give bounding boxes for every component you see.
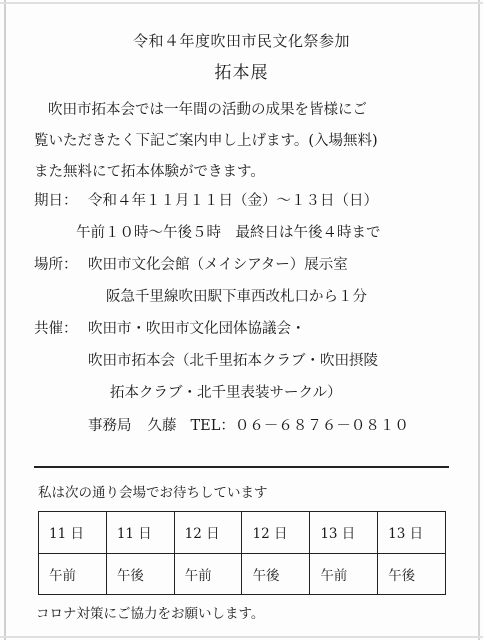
venue-label: 場所：	[34, 257, 78, 273]
organizer-line: 拓本クラブ・北千里表装サークル）	[110, 385, 342, 401]
schedule-period-cell: 午後	[106, 553, 174, 595]
table-row	[39, 512, 446, 554]
contact-name: 久藤	[147, 418, 177, 434]
period-date: 令和４年１１月１１日（金）～１３日（日）	[88, 193, 378, 209]
contact-phone: TEL：０６－６８７６－０８１０	[190, 418, 409, 434]
event-title: 令和４年度吹田市民文化祭参加	[132, 32, 350, 50]
schedule-period-cell: 午後	[378, 553, 446, 595]
schedule-day-cell: 11 日	[106, 512, 174, 554]
venue-row	[34, 253, 348, 274]
schedule-period-cell: 午前	[174, 553, 242, 595]
venue-access: 阪急千里線吹田駅下車西改札口から１分	[106, 289, 367, 305]
schedule-day-cell: 13 日	[310, 512, 378, 554]
schedule-day-cell: 11 日	[39, 512, 107, 554]
period-label: 期日：	[34, 193, 78, 209]
scan-edge-bottom	[0, 636, 483, 638]
contact-label: 事務局	[88, 418, 132, 434]
scan-edge-right	[478, 0, 480, 640]
period-time: 午前１０時～午後５時 最終日は午後４時まで	[76, 225, 381, 241]
schedule-period-cell: 午前	[310, 553, 378, 595]
period-row	[34, 189, 378, 210]
schedule-period-cell: 午後	[242, 553, 310, 595]
organizer-line: 吹田市拓本会（北千里拓本クラブ・吹田摂陵	[88, 353, 378, 369]
wait-message: 私は次の通り会場でお待ちしています	[38, 485, 268, 501]
scan-edge-left	[4, 0, 6, 640]
attendance-schedule-table	[38, 511, 446, 595]
schedule-period-cell: 午前	[39, 553, 107, 595]
schedule-day-cell: 12 日	[242, 512, 310, 554]
schedule-day-cell: 12 日	[174, 512, 242, 554]
event-subtitle: 拓本展	[214, 63, 269, 83]
intro-line: 吹田市拓本会では一年間の活動の成果を皆様にご	[48, 102, 367, 118]
covid-notice: コロナ対策にご協力をお願いします。	[36, 606, 265, 622]
scan-edge-top	[0, 2, 483, 4]
intro-paragraph	[34, 95, 454, 188]
venue-name: 吹田市文化会館（メイシアター）展示室	[88, 257, 348, 273]
organizer-label: 共催：	[34, 321, 78, 337]
table-row	[39, 553, 446, 595]
organizer-row	[34, 317, 306, 338]
section-divider	[34, 466, 449, 468]
schedule-day-cell: 13 日	[378, 512, 446, 554]
contact-row	[88, 414, 409, 435]
intro-line: 覧いただきたく下記ご案内申し上げます。(入場無料)	[34, 133, 378, 149]
intro-line: また無料にて拓本体験ができます。	[34, 164, 265, 180]
organizer-line: 吹田市・吹田市文化団体協議会・	[88, 321, 306, 337]
